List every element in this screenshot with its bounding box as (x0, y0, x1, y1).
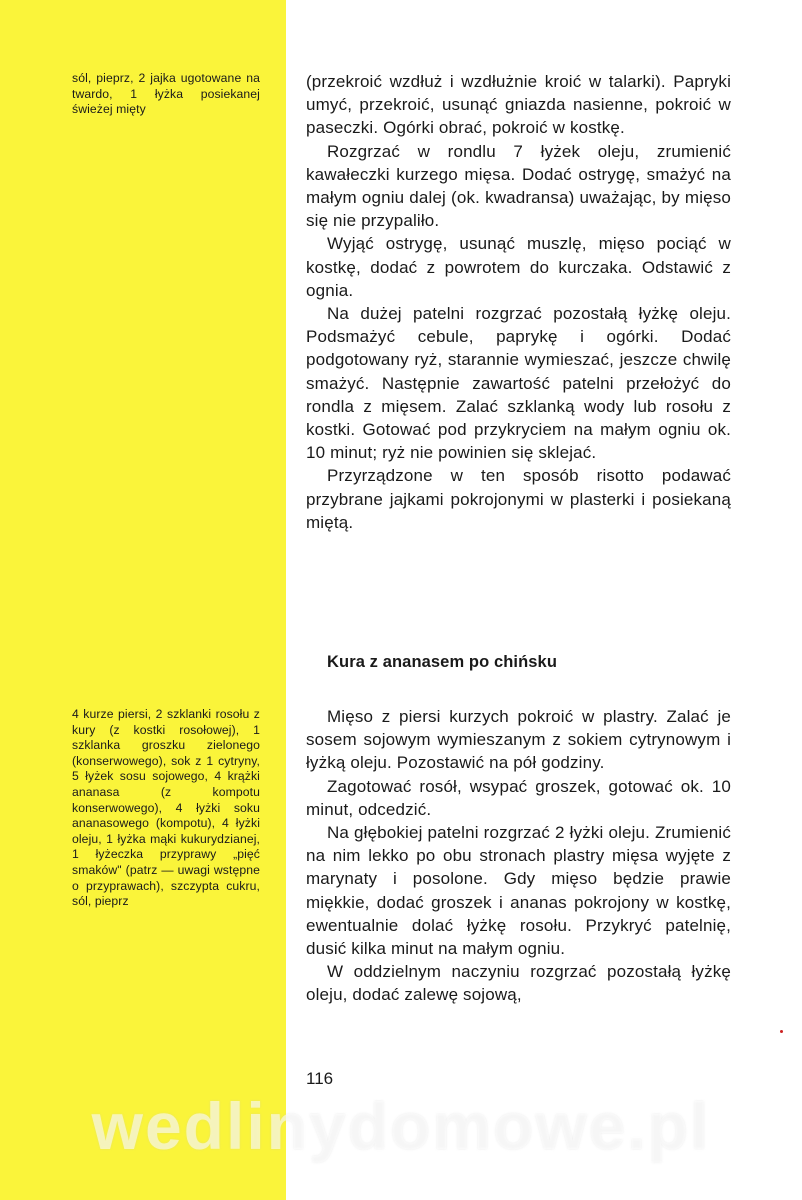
paragraph: Wyjąć ostrygę, usunąć muszlę, mięso pociąć w kostkę, dodać z powrotem do kurczaka. Odstawić z ognia. (306, 234, 731, 300)
paragraph: Przyrządzone w ten sposób risotto podawać przybrane jajkami pokrojonymi w plasterki i posiekaną miętą. (306, 466, 731, 532)
paragraph: (przekroić wzdłuż i wzdłużnie kroić w talarki). Papryki umyć, przekroić, usunąć gniazda nasienne, pokroić w paseczki. Ogórki obrać, pokroić w kostkę. (306, 72, 731, 138)
recipe-1-body (306, 70, 731, 534)
yellow-sidebar (0, 0, 286, 1200)
paragraph: Na dużej patelni rozgrzać pozostałą łyżkę oleju. Podsmażyć cebule, paprykę i ogórki. Dodać podgotowany ryż, starannie wymieszać, jeszcze chwilę smażyć. Następnie zawartość patelni przełożyć do rondla z mięsem. Zalać szklanką wody lub rosołu z kostki. Gotować pod przykryciem na małym ogniu ok. 10 minut; ryż nie powinien się sklejać. (306, 304, 731, 463)
paragraph: Mięso z piersi kurzych pokroić w plastry. Zalać je sosem sojowym wymieszanym z sokiem cytrynowym i łyżką oleju. Pozostawić na pół godziny. (306, 707, 731, 773)
page-number: 116 (306, 1069, 334, 1088)
ingredients-note-2: 4 kurze piersi, 2 szklanki rosołu z kury (z kostki rosołowej), 1 szklanka groszku zielonego (konserwowego), sok z 1 cytryny, 5 łyżek sosu sojowego, 4 krążki ananasa (z kompotu konserwowego), 4 łyżki soku ananasowego (kompotu), 4 łyżki oleju, 1 łyżka mąki kukurydzianej, 1 łyżeczka przyprawy „pięć smaków" (patrz — uwagi wstępne o przyprawach), szczypta cukru, sól, pieprz (72, 707, 260, 909)
paragraph: Zagotować rosół, wsypać groszek, gotować ok. 10 minut, odcedzić. (306, 776, 731, 819)
paragraph: W oddzielnym naczyniu rozgrzać pozostałą łyżkę oleju, dodać zalewę sojową, (306, 962, 731, 1005)
paragraph: Rozgrzać w rondlu 7 łyżek oleju, zrumienić kawałeczki kurzego mięsa. Dodać ostrygę, smażyć na małym ogniu dalej (ok. kwadransa) uważając, by mięso się nie przypaliło. (306, 141, 731, 231)
print-speck (780, 1030, 783, 1033)
recipe-2-title: Kura z ananasem po chińsku (327, 653, 557, 671)
paragraph: Na głębokiej patelni rozgrzać 2 łyżki oleju. Zrumienić na nim lekko po obu stronach plastry mięsa wyjęte z marynaty i posolone. Gdy mięso będzie prawie miękkie, dodać groszek i ananas pokrojony w kostkę, ewentualnie dolać łyżkę rosołu. Przykryć patelnię, dusić kilka minut na małym ogniu. (306, 823, 731, 959)
watermark: wedlinydomowe.pl (91, 1089, 711, 1163)
recipe-2-body (306, 705, 731, 1007)
ingredients-note-1: sól, pieprz, 2 jajka ugotowane na twardo, 1 łyżka posiekanej świeżej mięty (72, 71, 260, 117)
